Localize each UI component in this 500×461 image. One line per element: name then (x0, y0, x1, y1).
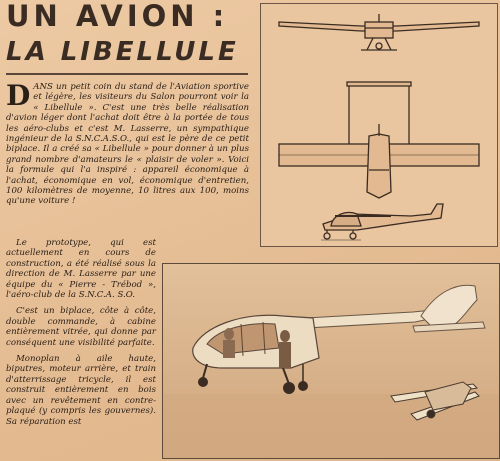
headline (6, 2, 256, 65)
headline-line-1: UN AVION : (6, 0, 229, 33)
front-view-drawing (279, 14, 479, 50)
three-view-drawing (260, 3, 498, 247)
headline-rule (6, 73, 248, 75)
intro-text: ANS un petit coin du stand de l'Aviation sportive et légère, les visiteurs du Salon pourront voir la « Libellule ». C'est une très belle réalisation d'avion léger dont l'achat doit être à la portée de tous les aéro-clubs et c'est M. Lasserre, un sympathique ingénieur de la S.N.C.A.S.O., qui est le père de ce petit biplace. Il a créé sa « Libellule » pour donner à un plus grand nombre d'amateurs le « plaisir de voler ». Voici la formule qui l'a inspiré : appareil économique à l'achat, économique en vol, économique d'entretien, 100 kilomètres de moyenne, 10 litres aux 100, moins qu'une voiture ! (6, 82, 249, 207)
article-intro (6, 79, 249, 207)
aircraft-photo-svg (163, 264, 499, 458)
article-lower-column (6, 238, 156, 433)
intro-paragraph (6, 79, 249, 207)
three-view-svg (261, 4, 497, 246)
side-view-drawing (321, 204, 443, 240)
headline-line-2: LA LIBELLULE (6, 37, 239, 67)
paragraph-prototype: Le prototype, qui est actuellement en cours de construction, a été réalisé sous la direction de M. Lasserre par une équipe du « Pierre - Trébod », l'aéro-club de la S.N.C.A. S.O. (6, 238, 156, 301)
top-view-drawing (279, 82, 479, 198)
aircraft-photo (162, 263, 500, 459)
drop-cap: D (6, 79, 31, 112)
paragraph-monoplan: Monoplan à aile haute, biputres, moteur arrière, et train d'atterrissage tricycle, il est construit entièrement en bois avec un revêtement en contre-plaqué (y compris les gouvernes). Sa réparation est (6, 354, 156, 427)
paragraph-biplace: C'est un biplace, côte à côte, double commande, à cabine entièrement vitrée, qui donne par conséquent une visibilité parfaite. (6, 306, 156, 348)
